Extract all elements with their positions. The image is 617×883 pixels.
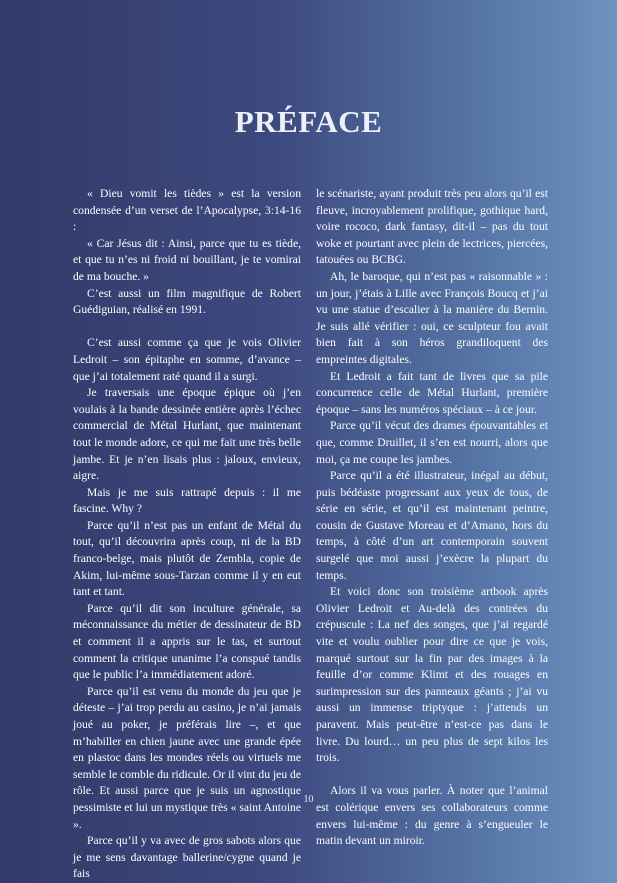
- paragraph: le scénariste, ayant produit très peu alors qu’il est fleuve, incroyablement prolifique, gothique hard, voire rococo, dark fantasy, dit-il – pas du tout woke et pourtant avec plein de lectrices, piercées, tatouées ou BCBG.: [316, 187, 548, 267]
- paragraph: Je traversais une époque épique où j’en voulais à la bande dessinée entière après l’échec commercial de Métal Hurlant, que maintenant tout le monde adore, ce qui me fait une très belle jambe. Et je n’en lisais plus : jaloux, envieux, aigre.: [73, 386, 301, 483]
- paragraph: Ah, le baroque, qui n’est pas « raisonnable » : un jour, j’étais à Lille avec François Boucq et j’ai vu une statue d’escalier à la manière du Bernin. Je suis allé vérifier : oui, ce sculpteur fou avait bien fait à son héros grandiloquent des empreintes digitales.: [316, 269, 548, 366]
- left-column: [73, 186, 301, 883]
- paragraph: C’est aussi comme ça que je vois Olivier Ledroit – son épitaphe en somme, d’avance – que j’ai totalement raté quand il a surgi.: [73, 336, 301, 383]
- paragraph: Alors il va vous parler. À noter que l’animal est colérique envers ses collaborateurs comme envers lui-même : du genre à s’engueuler le matin devant un miroir.: [316, 784, 548, 848]
- paragraph: Parce qu’il dit son inculture générale, sa méconnaissance du métier de dessinateur de BD et comment il a appris sur le tas, et surtout comment la critique unanime l’a conspué tandis que le public l’a immédiatement adoré.: [73, 601, 301, 682]
- paragraph: « Car Jésus dit : Ainsi, parce que tu es tiède, et que tu n’es ni froid ni bouillant, je te vomirai de ma bouche. »: [73, 236, 301, 283]
- paragraph: « Dieu vomit les tièdes » est la version condensée d’un verset de l’Apocalypse, 3:14-16 :: [73, 187, 301, 234]
- paragraph: Parce qu’il n’est pas un enfant de Métal du tout, qu’il découvrira après coup, ni de la BD franco-belge, mais plutôt de Zembla, copie de Akim, lui-même sous-Tarzan comme il y en eut tant et tant.: [73, 518, 301, 599]
- page-title: PRÉFACE: [234, 104, 383, 139]
- right-column: [316, 186, 548, 850]
- paragraph: Parce qu’il est venu du monde du jeu que je déteste – j’ai trop perdu au casino, je n’ai jamais joué au poker, je préférais lire –, et que m’habiller en chien jaune avec une grande épée en plastoc dans les mondes réels ou virtuels me semble le comble du ridicule. Or il vint du jeu de rôle. Et aussi parce que je suis un agnostique pessimiste et lui un mystique très « saint Antoine ».: [73, 684, 301, 831]
- paragraph: Parce qu’il a été illustrateur, inégal au début, puis bédéaste progressant aux yeux de tous, de série en série, et qu’il est maintenant peintre, cousin de Gustave Moreau et d’Amano, hors du temps, à côté d’un art contemporain souvent surgelé que moi aussi j’exècre la plupart du temps.: [316, 469, 548, 582]
- paragraph: Parce qu’il vécut des drames épouvantables et que, comme Druillet, il s’en est nourri, alors que moi, ça me coupe les jambes.: [316, 419, 548, 466]
- paragraph: Et Ledroit a fait tant de livres que sa pile concurrence celle de Métal Hurlant, première époque – sans les numéros spéciaux – à ce jour.: [316, 369, 548, 416]
- paragraph: Parce qu’il y va avec de gros sabots alors que je me sens davantage ballerine/cygne quand je fais: [73, 834, 301, 881]
- paragraph: Mais je me suis rattrapé depuis : il me fascine. Why ?: [73, 485, 301, 516]
- paragraph: Et voici donc son troisième artbook après Olivier Ledroit et Au-delà des contrées du crépuscule : La nef des songes, que j’ai regardé vite et voulu oublier pour dire ce que je vois, marqué surtout sur la fin par des images à la feuille d’or comme Klimt et des rouages en surimpression sur des panneaux géants ; j’ai vu aussi un immense triptyque : j’attends un paravent. Mais peut-être n’est-ce pas dans le livre. Du lourd… un peu plus de sept kilos les trois.: [316, 585, 548, 765]
- paragraph: C’est aussi un film magnifique de Robert Guédiguian, réalisé en 1991.: [73, 286, 301, 317]
- page-number: 10: [303, 794, 314, 805]
